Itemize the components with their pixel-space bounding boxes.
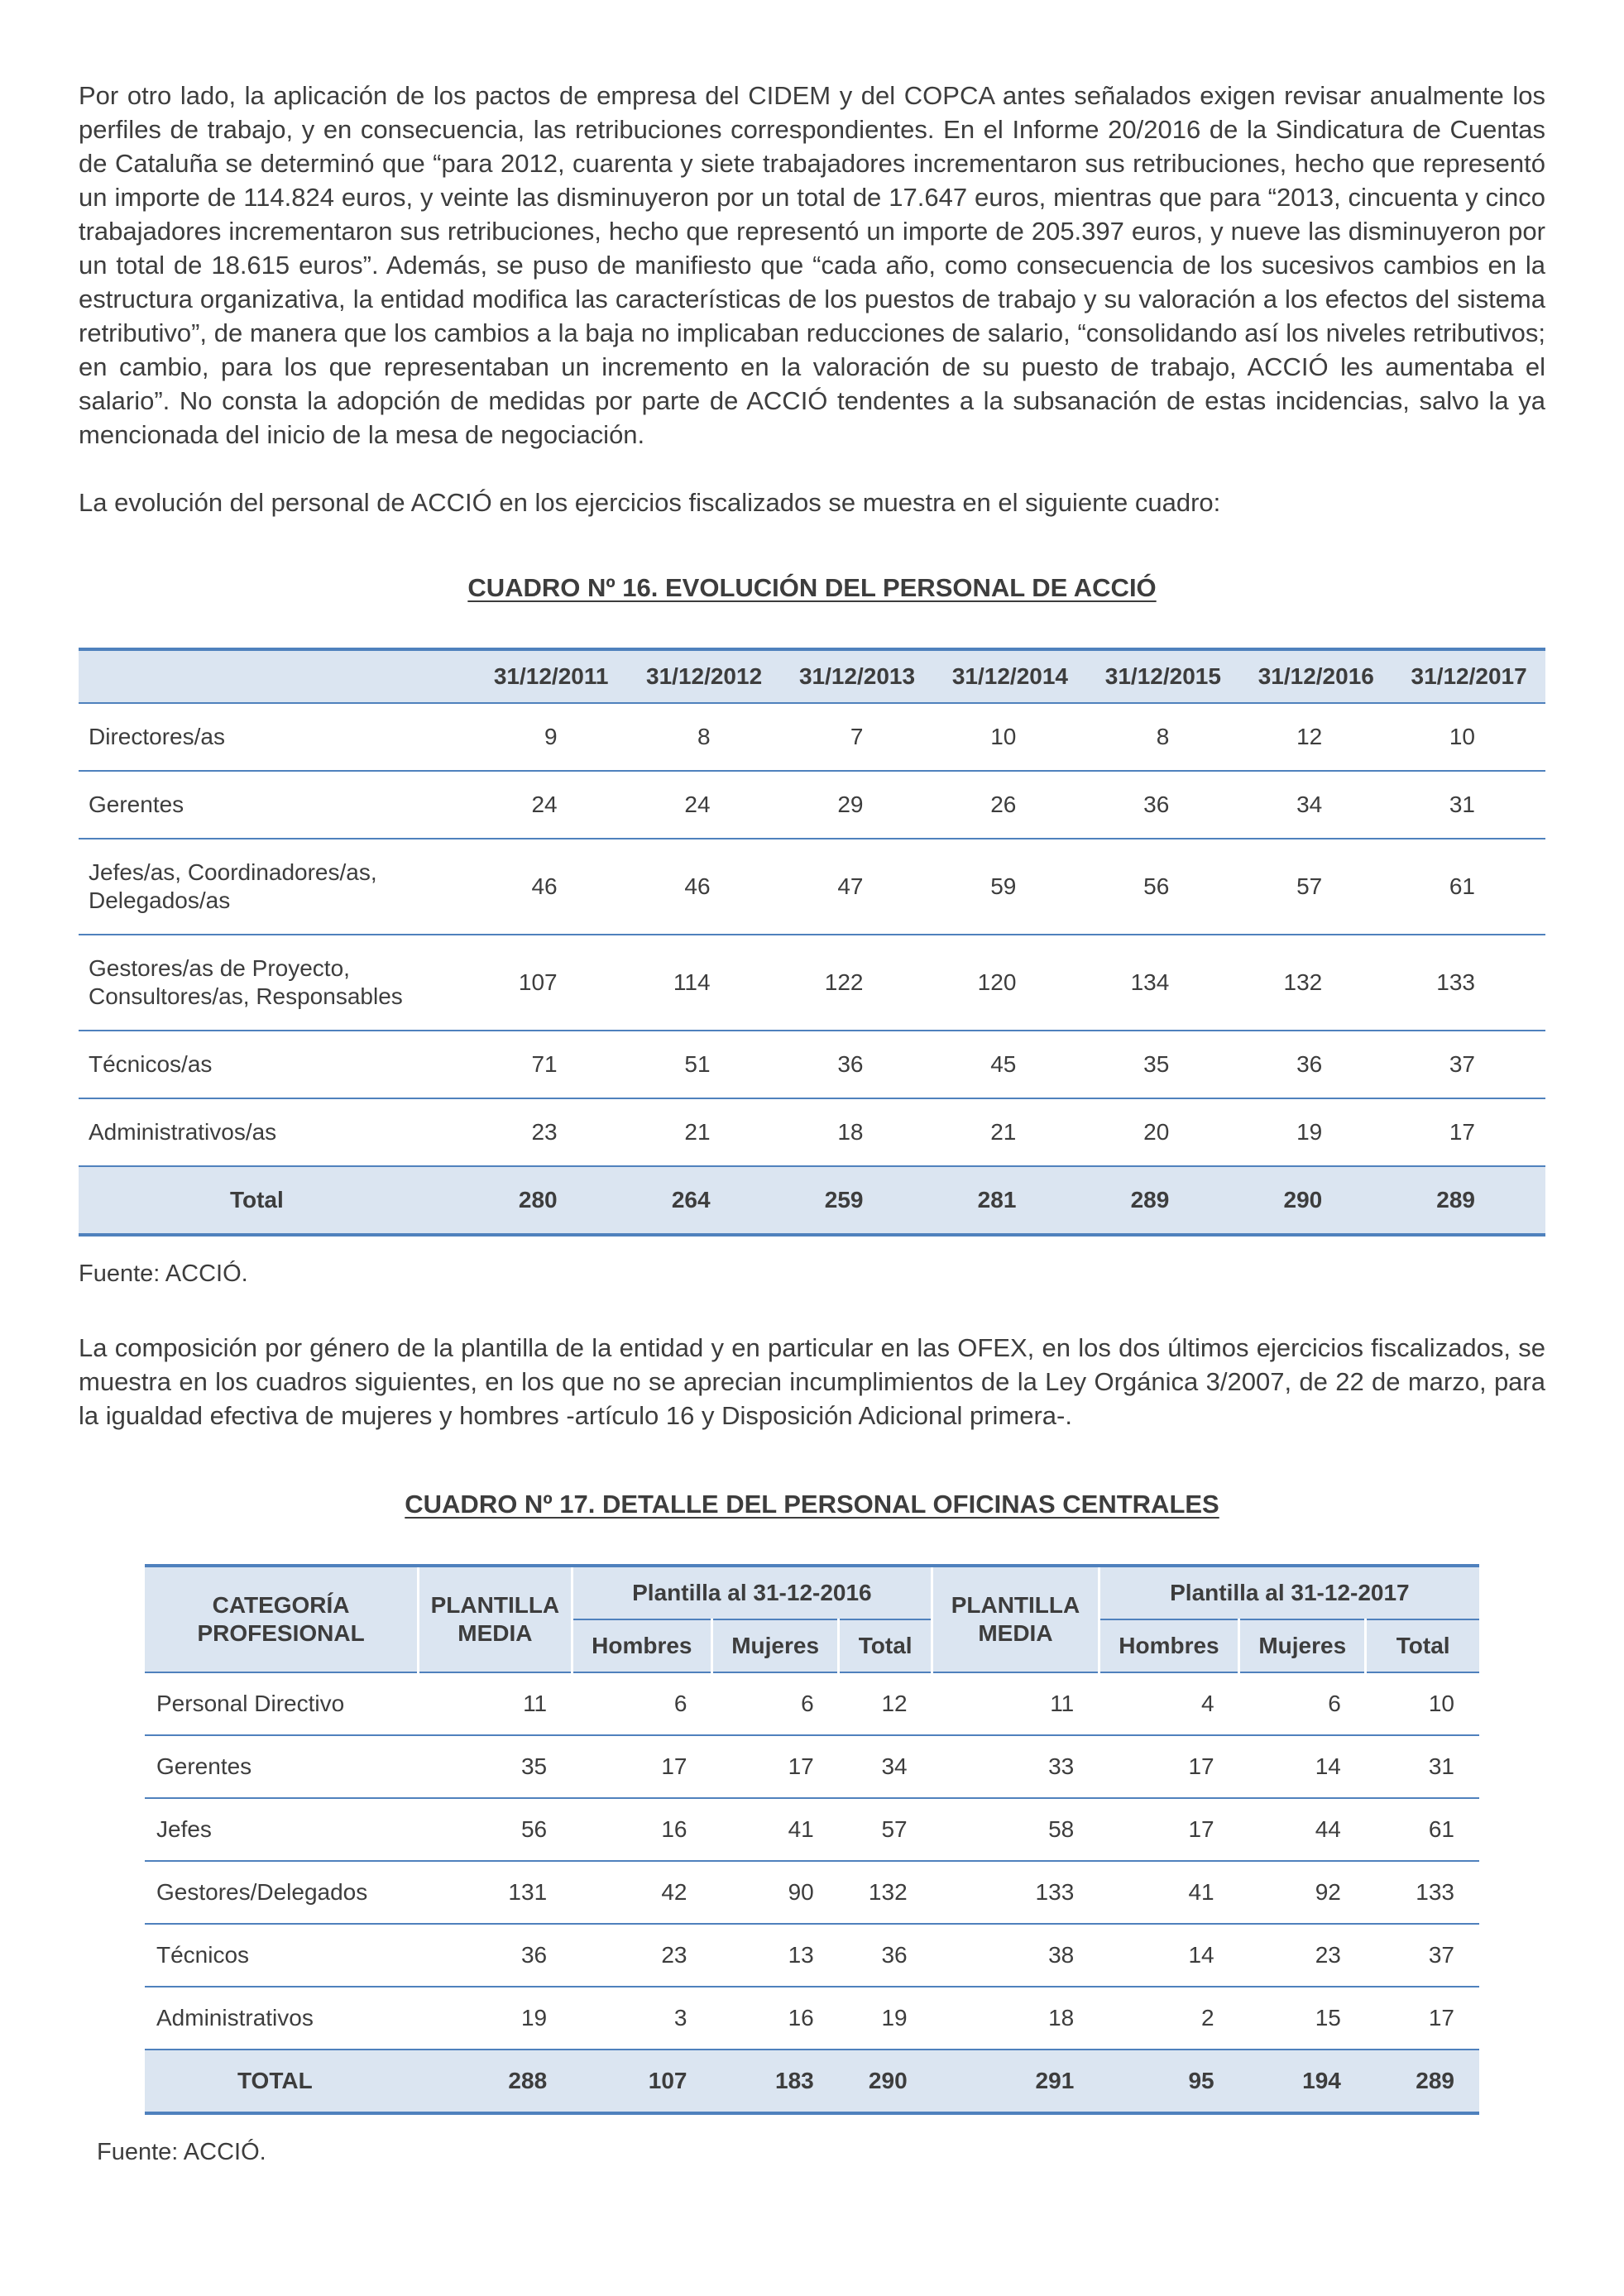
cell: 24	[475, 771, 628, 839]
column-header-categoria: CATEGORÍA PROFESIONAL	[145, 1566, 419, 1672]
column-header: 31/12/2012	[628, 649, 781, 703]
cell: 41	[712, 1798, 839, 1861]
cell: 36	[839, 1924, 932, 1987]
cell: 10	[933, 703, 1086, 771]
row-label: Administrativos/as	[79, 1098, 475, 1166]
cell: 18	[932, 1987, 1099, 2050]
table-total-row	[79, 1166, 1545, 1235]
cell: 90	[712, 1861, 839, 1924]
row-label: Gerentes	[145, 1735, 419, 1798]
cell: 7	[781, 703, 934, 771]
cell: 20	[1086, 1098, 1239, 1166]
total-cell: 95	[1099, 2050, 1238, 2113]
row-label: Gestores/Delegados	[145, 1861, 419, 1924]
cell: 107	[475, 935, 628, 1031]
cell: 6	[1239, 1672, 1366, 1735]
cell: 12	[1239, 703, 1392, 771]
column-header-mujeres-2017: Mujeres	[1239, 1619, 1366, 1672]
cell: 132	[839, 1861, 932, 1924]
total-cell: 264	[628, 1166, 781, 1235]
total-cell: 290	[839, 2050, 932, 2113]
cell: 10	[1366, 1672, 1479, 1735]
cell: 56	[1086, 839, 1239, 935]
cell: 11	[419, 1672, 572, 1735]
table-row	[145, 1924, 1479, 1987]
table-row	[79, 935, 1545, 1031]
table-row	[145, 1798, 1479, 1861]
cell: 8	[1086, 703, 1239, 771]
total-label: TOTAL	[145, 2050, 419, 2113]
cell: 57	[1239, 839, 1392, 935]
cell: 133	[1366, 1861, 1479, 1924]
row-label: Jefes/as, Coordinadores/as, Delegados/as	[79, 839, 475, 935]
cell: 24	[628, 771, 781, 839]
cell: 34	[839, 1735, 932, 1798]
cell: 18	[781, 1098, 934, 1166]
row-label: Gerentes	[79, 771, 475, 839]
cell: 4	[1099, 1672, 1238, 1735]
cell: 17	[1099, 1735, 1238, 1798]
row-label: Personal Directivo	[145, 1672, 419, 1735]
cell: 134	[1086, 935, 1239, 1031]
cell: 6	[572, 1672, 711, 1735]
column-header: 31/12/2011	[475, 649, 628, 703]
cell: 58	[932, 1798, 1099, 1861]
cuadro-16-title	[79, 571, 1545, 605]
cell: 44	[1239, 1798, 1366, 1861]
column-header-mujeres-2016: Mujeres	[712, 1619, 839, 1672]
cell: 41	[1099, 1861, 1238, 1924]
cell: 46	[475, 839, 628, 935]
cuadro-17-title-text: CUADRO Nº 17. DETALLE DEL PERSONAL OFICINAS CENTRALES	[405, 1490, 1219, 1519]
cell: 31	[1392, 771, 1545, 839]
table-row	[145, 1672, 1479, 1735]
paragraph-retribuciones: Por otro lado, la aplicación de los pactos de empresa del CIDEM y del COPCA antes señalados exigen revisar anualmente los perfiles de trabajo, y en consecuencia, las retribuciones correspondientes. En el Informe 20/2016 de la Sindicatura de Cuentas de Cataluña se determinó que “para 2012, cuarenta y siete trabajadores incrementaron sus retribuciones, hecho que representó un importe de 114.824 euros, y veinte las disminuyeron por un total de 17.647 euros, mientras que para “2013, cincuenta y cinco trabajadores incrementaron sus retribuciones, hecho que representó un importe de 205.397 euros, y nueve las disminuyeron por un total de 18.615 euros”. Además, se puso de manifiesto que “cada año, como consecuencia de los sucesivos cambios en la estructura organizativa, la entidad modifica las características de los puestos de trabajo y su valoración a los efectos del sistema retributivo”, de manera que los cambios a la baja no implicaban reducciones de salario, “consolidando así los niveles retributivos; en cambio, para los que representaban un incremento en la valoración de su puesto de trabajo, ACCIÓ les aumentaba el salario”. No consta la adopción de medidas por parte de ACCIÓ tendentes a la subsanación de estas incidencias, salvo la ya mencionada del inicio de la mesa de negociación.	[79, 81, 1545, 449]
table-total-row	[145, 2050, 1479, 2113]
cuadro-17-table	[145, 1564, 1479, 2115]
cell: 131	[419, 1861, 572, 1924]
column-header-hombres-2017: Hombres	[1099, 1619, 1238, 1672]
cell: 17	[712, 1735, 839, 1798]
cell: 92	[1239, 1861, 1366, 1924]
cell: 19	[1239, 1098, 1392, 1166]
cell: 14	[1239, 1735, 1366, 1798]
cell: 38	[932, 1924, 1099, 1987]
cell: 15	[1239, 1987, 1366, 2050]
column-header-plantilla-media-2017: PLANTILLA MEDIA	[932, 1566, 1099, 1672]
total-cell: 289	[1086, 1166, 1239, 1235]
column-group-2016: Plantilla al 31-12-2016	[572, 1566, 932, 1619]
cell: 132	[1239, 935, 1392, 1031]
cell: 31	[1366, 1735, 1479, 1798]
column-header: 31/12/2014	[933, 649, 1086, 703]
total-cell: 289	[1366, 2050, 1479, 2113]
table-row	[145, 1987, 1479, 2050]
cell: 36	[419, 1924, 572, 1987]
column-header: 31/12/2016	[1239, 649, 1392, 703]
table-row	[145, 1861, 1479, 1924]
column-header-plantilla-media-2016: PLANTILLA MEDIA	[419, 1566, 572, 1672]
cell: 37	[1392, 1031, 1545, 1098]
paragraph-evolucion-intro: La evolución del personal de ACCIÓ en los ejercicios fiscalizados se muestra en el siguiente cuadro:	[79, 488, 1221, 517]
cell: 34	[1239, 771, 1392, 839]
cell: 47	[781, 839, 934, 935]
cell: 17	[1099, 1798, 1238, 1861]
total-cell: 107	[572, 2050, 711, 2113]
cell: 16	[572, 1798, 711, 1861]
column-header: 31/12/2013	[781, 649, 934, 703]
total-cell: 194	[1239, 2050, 1366, 2113]
cell: 45	[933, 1031, 1086, 1098]
column-header-total-2017: Total	[1366, 1619, 1479, 1672]
row-label: Directores/as	[79, 703, 475, 771]
column-header-total-2016: Total	[839, 1619, 932, 1672]
total-cell: 183	[712, 2050, 839, 2113]
row-label: Técnicos	[145, 1924, 419, 1987]
cell: 10	[1392, 703, 1545, 771]
row-label: Administrativos	[145, 1987, 419, 2050]
empty-header-cell	[79, 649, 475, 703]
cell: 17	[1366, 1987, 1479, 2050]
cell: 17	[1392, 1098, 1545, 1166]
cell: 21	[628, 1098, 781, 1166]
table-row	[79, 703, 1545, 771]
cell: 56	[419, 1798, 572, 1861]
cell: 11	[932, 1672, 1099, 1735]
row-label: Gestores/as de Proyecto, Consultores/as, Responsables	[79, 935, 475, 1031]
table-row	[79, 771, 1545, 839]
total-cell: 259	[781, 1166, 934, 1235]
cuadro-16-header	[79, 649, 1545, 703]
cell: 13	[712, 1924, 839, 1987]
cell: 19	[419, 1987, 572, 2050]
cell: 12	[839, 1672, 932, 1735]
cell: 26	[933, 771, 1086, 839]
cell: 51	[628, 1031, 781, 1098]
total-cell: 291	[932, 2050, 1099, 2113]
cell: 57	[839, 1798, 932, 1861]
header-row	[79, 649, 1545, 703]
cell: 9	[475, 703, 628, 771]
total-label: Total	[79, 1166, 475, 1235]
cell: 133	[932, 1861, 1099, 1924]
table-row	[79, 1031, 1545, 1098]
total-cell: 280	[475, 1166, 628, 1235]
table-row	[79, 1098, 1545, 1166]
row-label: Técnicos/as	[79, 1031, 475, 1098]
header-group-row	[145, 1566, 1479, 1619]
cell: 23	[475, 1098, 628, 1166]
cell: 33	[932, 1735, 1099, 1798]
cell: 114	[628, 935, 781, 1031]
cell: 36	[1086, 771, 1239, 839]
cell: 42	[572, 1861, 711, 1924]
cell: 120	[933, 935, 1086, 1031]
column-header-hombres-2016: Hombres	[572, 1619, 711, 1672]
cell: 61	[1392, 839, 1545, 935]
cell: 19	[839, 1987, 932, 2050]
cell: 3	[572, 1987, 711, 2050]
cell: 46	[628, 839, 781, 935]
total-cell: 289	[1392, 1166, 1545, 1235]
cell: 17	[572, 1735, 711, 1798]
cell: 37	[1366, 1924, 1479, 1987]
cell: 59	[933, 839, 1086, 935]
cell: 2	[1099, 1987, 1238, 2050]
total-cell: 290	[1239, 1166, 1392, 1235]
column-header: 31/12/2017	[1392, 649, 1545, 703]
cell: 133	[1392, 935, 1545, 1031]
cell: 36	[781, 1031, 934, 1098]
column-group-2017: Plantilla al 31-12-2017	[1099, 1566, 1479, 1619]
table-row	[79, 839, 1545, 935]
cell: 21	[933, 1098, 1086, 1166]
cell: 8	[628, 703, 781, 771]
total-cell: 281	[933, 1166, 1086, 1235]
cell: 35	[1086, 1031, 1239, 1098]
cell: 23	[572, 1924, 711, 1987]
cell: 14	[1099, 1924, 1238, 1987]
cell: 35	[419, 1735, 572, 1798]
cell: 71	[475, 1031, 628, 1098]
cell: 16	[712, 1987, 839, 2050]
cuadro-17-title	[79, 1487, 1545, 1521]
paragraph-composicion-genero: La composición por género de la plantilla de la entidad y en particular en las OFEX, en los dos últimos ejercicios fiscalizados, se muestra en los cuadros siguientes, en los que no se aprecian incumplimientos de la Ley Orgánica 3/2007, de 22 de marzo, para la igualdad efectiva de mujeres y hombres -artículo 16 y Disposición Adicional primera-.	[79, 1333, 1545, 1430]
cuadro-17-source: Fuente: ACCIÓ.	[97, 2139, 266, 2165]
table-row	[145, 1735, 1479, 1798]
cuadro-16-table	[79, 648, 1545, 1236]
cell: 122	[781, 935, 934, 1031]
column-header: 31/12/2015	[1086, 649, 1239, 703]
row-label: Jefes	[145, 1798, 419, 1861]
cell: 6	[712, 1672, 839, 1735]
cuadro-17-header	[145, 1566, 1479, 1672]
cuadro-16-source: Fuente: ACCIÓ.	[79, 1260, 248, 1287]
cell: 23	[1239, 1924, 1366, 1987]
cell: 36	[1239, 1031, 1392, 1098]
cell: 61	[1366, 1798, 1479, 1861]
cell: 29	[781, 771, 934, 839]
total-cell: 288	[419, 2050, 572, 2113]
cuadro-16-title-text: CUADRO Nº 16. EVOLUCIÓN DEL PERSONAL DE ACCIÓ	[467, 573, 1157, 602]
